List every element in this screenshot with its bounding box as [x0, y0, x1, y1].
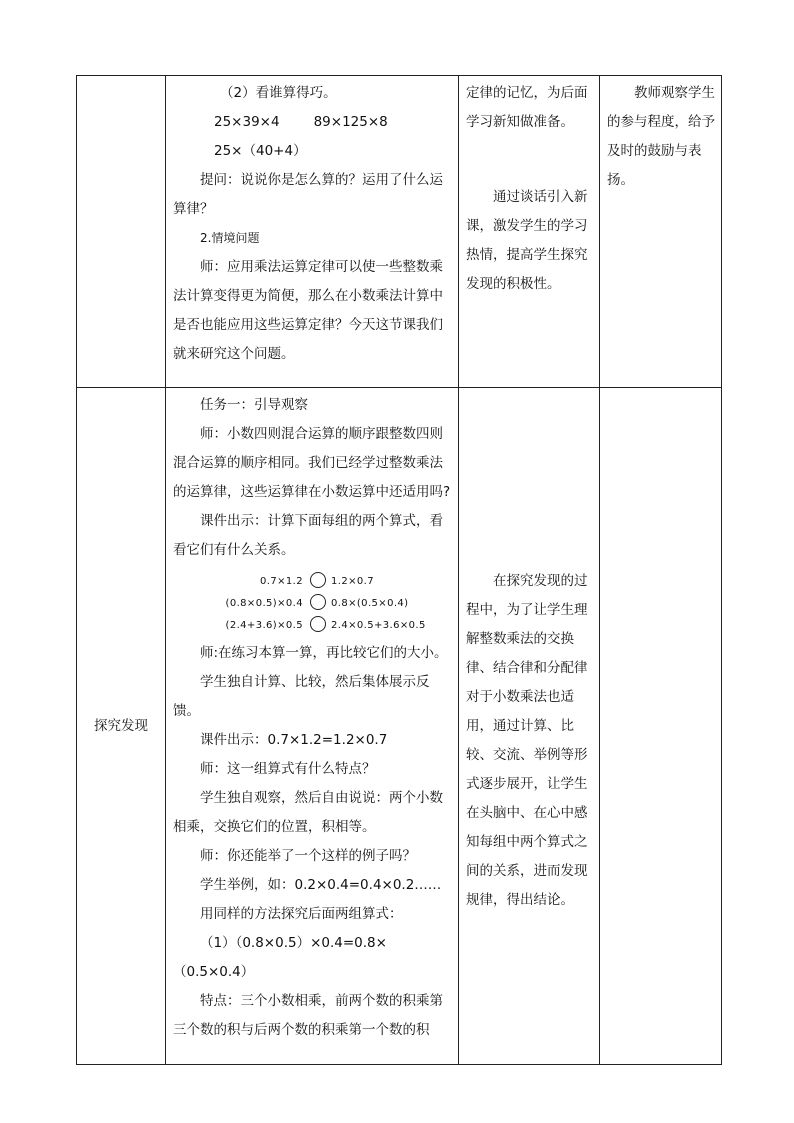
stage-cell-intro: [77, 76, 166, 388]
students-text-1: 学生独自计算、比较，然后集体展示反馈。: [173, 674, 430, 719]
comparison-left: 0.7×1.2: [260, 576, 303, 587]
teacher-text-1: 师：小数四则混合运算的顺序跟整数四则混合运算的顺序相同。我们已经学过整数乘法的运算律，这些运算律在小数运算中还适用吗?: [173, 426, 451, 500]
table-row-intro: [77, 76, 722, 388]
comparison-row: [205, 615, 452, 637]
expression-line-1: [173, 108, 452, 137]
comparison-right: 1.2×0.7: [331, 576, 374, 587]
blank-circle: [310, 572, 326, 588]
question-text: 提问：说说你是怎么算的？运用了什么运算律？: [173, 172, 443, 217]
process-cell-explore: [166, 388, 459, 1065]
teacher-text-4: 师：你还能举了一个这样的例子吗？: [200, 848, 416, 864]
item-2-title: （2）看谁算得巧。: [220, 85, 337, 101]
blank-circle: [310, 594, 326, 610]
expression-b: 89×125×8: [313, 114, 388, 130]
feature-text: 特点：三个小数相乘，前两个数的积乘第三个数的积与后两个数的积乘第一个数的积: [173, 993, 443, 1038]
process-cell-intro: [166, 76, 459, 388]
intent-cell-intro: [459, 76, 600, 388]
stage-label-explore: 探究发现: [94, 717, 148, 734]
intent-text-bottom: 通过谈话引入新课，激发学生的学习热情，提高学生探究发现的积极性。: [466, 189, 588, 292]
teacher-intro-text: 师：应用乘法运算定律可以使一些整数乘法计算变得更为简便，那么在小数乘法计算中是否也能应用这些运算定律？今天这节课我们就来研究这个问题。: [173, 259, 443, 362]
task-1-heading: 任务一：引导观察: [200, 397, 308, 413]
method-text: 用同样的方法探究后面两组算式：: [200, 906, 403, 922]
stage-cell-explore: [77, 388, 166, 1065]
table-row-explore: [77, 388, 722, 1065]
comparison-exercises: [173, 565, 452, 639]
lesson-plan-table: [76, 75, 722, 1065]
intent-cell-explore: [459, 388, 600, 1065]
students-text-3: 学生举例，如：0.2×0.4=0.4×0.2……: [200, 877, 442, 893]
comparison-right: 2.4×0.5+3.6×0.5: [331, 620, 426, 631]
students-text-2: 学生独自观察，然后自由说说：两个小数相乘，交换它们的位置，积相等。: [173, 790, 443, 835]
blank-circle: [310, 616, 326, 632]
item-1-text: （1）（0.8×0.5）×0.4=0.8×（0.5×0.4）: [173, 935, 387, 980]
expression-c: 25×（40+4）: [214, 143, 307, 159]
courseware-text-2: 课件出示：0.7×1.2=1.2×0.7: [200, 732, 388, 748]
comparison-row: [205, 593, 452, 615]
intent-text-explore: 在探究发现的过程中，为了让学生理解整数乘法的交换律、结合律和分配律对于小数乘法也适用，通过计算、比较、交流、举例等形式逐步展开，让学生在头脑中、在心中感知每组中两个算式之间的关系，进而发现规律，得出结论。: [466, 573, 588, 908]
evaluation-text-intro: 教师观察学生的参与程度，给予及时的鼓励与表扬。: [607, 85, 715, 188]
evaluation-cell-explore: [600, 388, 722, 1065]
evaluation-cell-intro: [600, 76, 722, 388]
expression-a: 25×39×4: [214, 114, 280, 130]
teacher-text-2: 师:在练习本算一算，再比较它们的大小。: [200, 645, 448, 661]
comparison-left: (2.4+3.6)×0.5: [225, 620, 303, 631]
comparison-right: 0.8×(0.5×0.4): [331, 598, 409, 609]
situation-heading: 2.情境问题: [200, 231, 260, 245]
courseware-text-1: 课件出示：计算下面每组的两个算式，看看它们有什么关系。: [173, 513, 443, 558]
teacher-text-3: 师：这一组算式有什么特点？: [200, 761, 376, 777]
comparison-row: [205, 571, 452, 593]
comparison-left: (0.8×0.5)×0.4: [225, 598, 303, 609]
intent-text-top: 定律的记忆，为后面学习新知做准备。: [466, 85, 588, 130]
